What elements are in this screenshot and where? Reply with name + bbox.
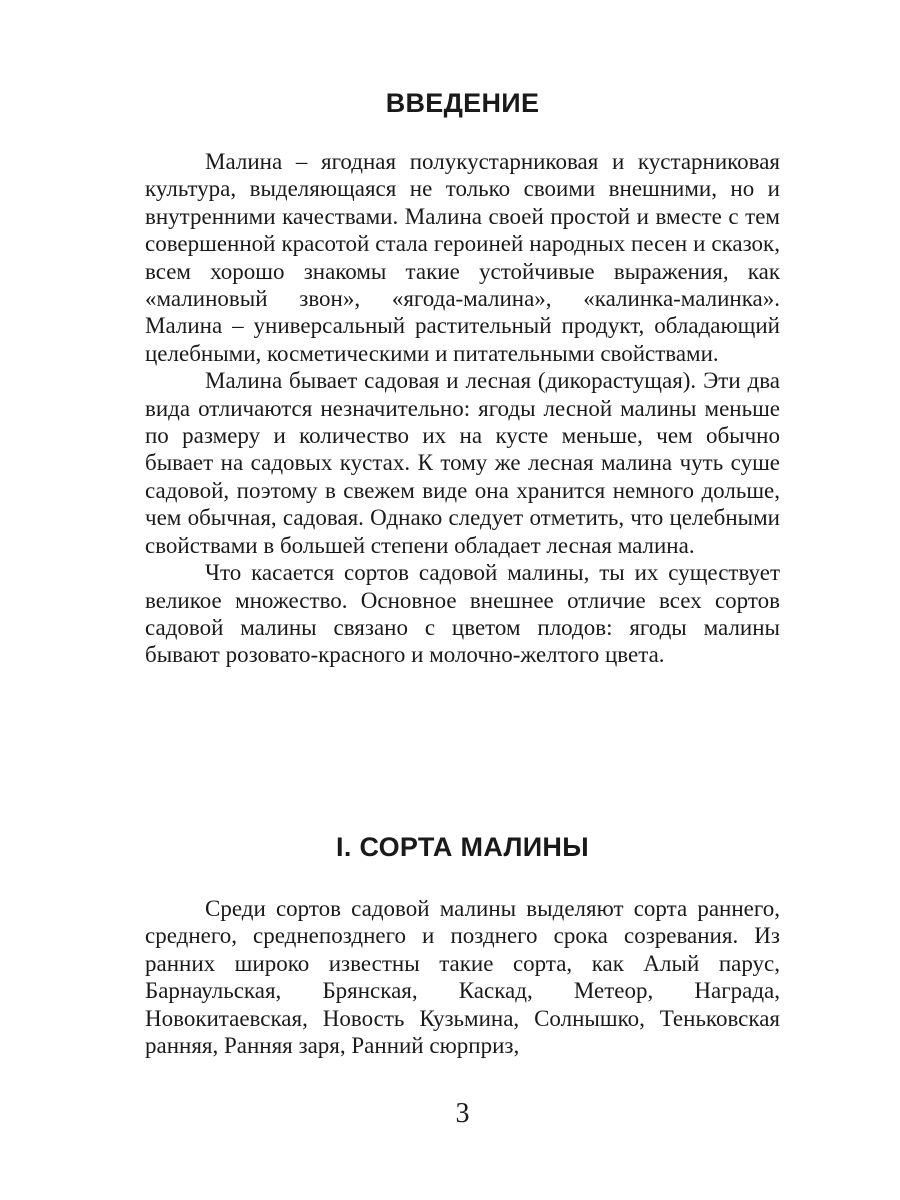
- intro-paragraph-1: Малина – ягодная полукустарниковая и кустарниковая культура, выделяющаяся не только своими внешними, но и внутренними качествами. Малина своей простой и вместе с тем совершенной красотой стала героиней народных песен и сказок, всем хорошо знакомы такие устойчивые выражения, как «малиновый звон», «ягода-малина», «калинка-малинка». Малина – универсальный растительный продукт, обладающий целебными, косметическими и питательными свойствами.: [145, 149, 780, 366]
- section-1-heading: I. СОРТА МАЛИНЫ: [336, 832, 589, 862]
- book-page: [145, 0, 780, 1200]
- intro-paragraph-2: Малина бывает садовая и лесная (дикорастущая). Эти два вида отличаются незначительно: ягоды лесной малины меньше по размеру и количество их на кусте меньше, чем обычно бывает на садовых кустах. К тому же лесная малина чуть суше садовой, поэтому в свежем виде она хранится немного дольше, чем обычная, садовая. Однако следует отметить, что целебными свойствами в большей степени обладает лесная малина.: [145, 368, 780, 558]
- section-1-paragraph-1: Среди сортов садовой малины выделяют сорта раннего, среднего, среднепозднего и позднего срока созревания. Из ранних широко известны такие сорта, как Алый парус, Барнаульская, Брянская, Каскад, Метеор, Награда, Новокитаевская, Новость Кузьмина, Солнышко, Теньковская ранняя, Ранняя заря, Ранний сюрприз,: [145, 896, 780, 1059]
- intro-body: [145, 148, 780, 669]
- intro-paragraph-3: Что касается сортов садовой малины, ты их существует великое множество. Основное внешнее отличие всех сортов садовой малины связано с цветом плодов: ягоды малины бывают розовато-красного и молочно-желтого цвета.: [145, 560, 780, 668]
- section-1-body: [145, 895, 780, 1059]
- page-number: 3: [455, 1098, 470, 1129]
- intro-heading: ВВЕДЕНИЕ: [385, 88, 540, 118]
